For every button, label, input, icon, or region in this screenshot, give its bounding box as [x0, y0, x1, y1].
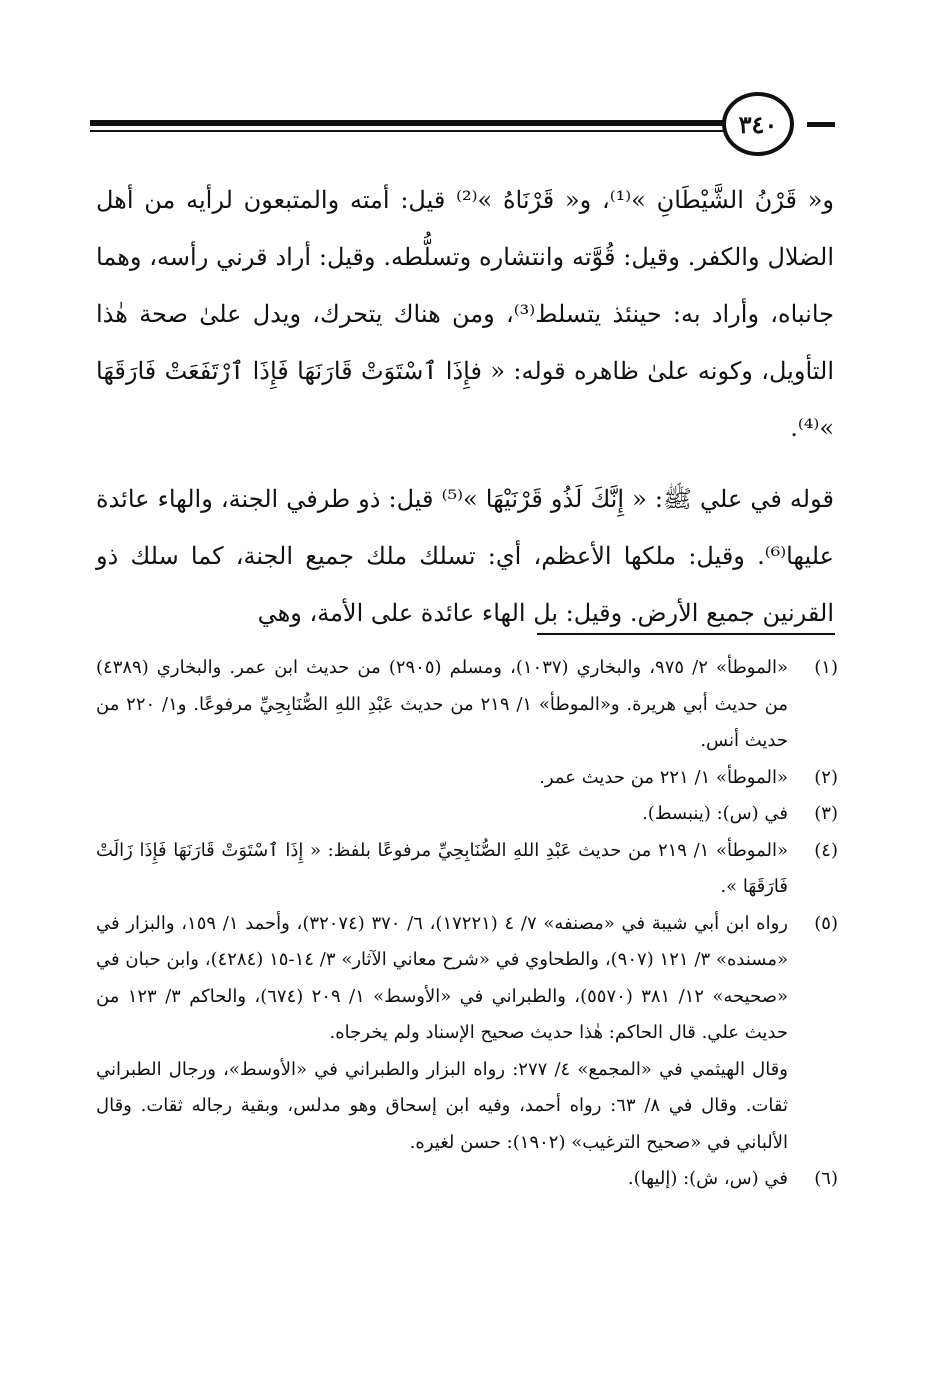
- header-rule-thick: [90, 120, 730, 126]
- footnote-number: (٢): [814, 766, 838, 788]
- page-number: ٣٤٠: [722, 92, 794, 156]
- footnote-text: في (س، ش): (إليها).: [627, 1168, 788, 1189]
- footnote-2: [96, 760, 838, 797]
- footnote-text: رواه ابن أبي شيبة في «مصنفه» ٧/ ٤ (١٧٢٢١)، ٦/ ٣٧٠ (٣٢٠٧٤)، وأحمد ١/ ١٥٩، والبزار في «مسنده» ٣/ ١٢١ (٩٠٧)، والطحاوي في «شرح معاني الآثار» ٣/ ١٤-١٥ (٤٢٨٤)، وابن حبان في «صحيحه» ١٢/ ٣٨١ (٥٥٧٠)، والطبراني في «الأوسط» ١/ ٢٠٩ (٦٧٤)، والحاكم ٣/ ١٢٣ من حديث علي. قال الحاكم: هٰذا حديث صحيح الإسناد ولم يخرجاه.: [96, 912, 789, 1043]
- header-rule-thin: [90, 130, 730, 132]
- footnote-3: [96, 796, 838, 833]
- footnote-5-continued: [96, 1052, 838, 1162]
- header-rule-right: [807, 122, 835, 127]
- footnote-text: «الموطأ» ١/ ٢١٩ من حديث عَبْدِ اللهِ الصُّنَابِحِيِّ مرفوعًا بلفظ: « إِذَا ٱسْتَوَتْ قَارَنَهَا فَإِذَا زَالَتْ فَارَقَهَا ».: [96, 839, 789, 897]
- main-text: [96, 172, 834, 642]
- body-paragraph-1: و« قَرْنُ الشَّيْطَانِ »⁽¹⁾، و« قَرْنَاهُ »⁽²⁾ قيل: أمته والمتبعون لرأيه من أهل الضلال والكفر. وقيل: قُوَّته وانتشاره وتسلُّطه. وقيل: أراد قرني رأسه، وهما جانباه، وأراد به: حينئذ يتسلط⁽³⁾، ومن هناك يتحرك، ويدل علىٰ صحة هٰذا التأويل، وكونه علىٰ ظاهره قوله: « فإِذَا ٱسْتَوَتْ قَارَنَهَا فَإِذَا ٱرْتَفَعَتْ فَارَقَهَا »⁽⁴⁾.: [96, 186, 835, 442]
- footnote-number: (٣): [814, 803, 838, 824]
- footnote-text: في (س): (ينبسط).: [642, 803, 788, 824]
- footnote-number: (٤): [814, 839, 838, 861]
- body-paragraph-2: قوله في علي ﷺ: « إِنَّكَ لَذُو قَرْنَيْهَا »⁽⁵⁾ قيل: ذو طرفي الجنة، والهاء عائدة عليها⁽⁶⁾. وقيل: ملكها الأعظم، أي: تسلك ملك جميع الجنة، كما سلك ذو القرنين جميع الأرض. وقيل: بل الهاء عائدة على الأمة، وهي: [96, 485, 834, 627]
- footnote-number: (١): [814, 657, 838, 678]
- footnote-4: [96, 833, 838, 906]
- footnote-number: (٦): [814, 1168, 838, 1189]
- footnote-text: وقال الهيثمي في «المجمع» ٤/ ٢٧٧: رواه البزار والطبراني في «الأوسط»، ورجال الطبراني ثقات. وقال في ٨/ ٦٣: رواه أحمد، وفيه ابن إسحاق وهو مدلس، وبقية رجاله ثقات. وقال الألباني في «صحيح الترغيب» (١٩٠٢): حسن لغيره.: [96, 1058, 788, 1153]
- footnote-5: [96, 906, 838, 1052]
- footnote-number: (٥): [814, 912, 838, 934]
- page-header: [90, 92, 835, 162]
- footnote-separator: [537, 633, 835, 635]
- footnote-6: [96, 1161, 838, 1198]
- footnotes: [96, 650, 838, 1198]
- footnote-text: «الموطأ» ٢/ ٩٧٥، والبخاري (١٠٣٧)، ومسلم (٢٩٠٥) من حديث ابن عمر. والبخاري (٤٣٨٩) من حديث أبي هريرة. و«الموطأ» ١/ ٢١٩ من حديث عَبْدِ اللهِ الصُّنَابِحِيِّ مرفوعًا. و١/ ٢٢٠ من حديث أنس.: [96, 657, 788, 751]
- footnote-1: [96, 650, 838, 760]
- footnote-text: «الموطأ» ١/ ٢٢١ من حديث عمر.: [539, 766, 788, 788]
